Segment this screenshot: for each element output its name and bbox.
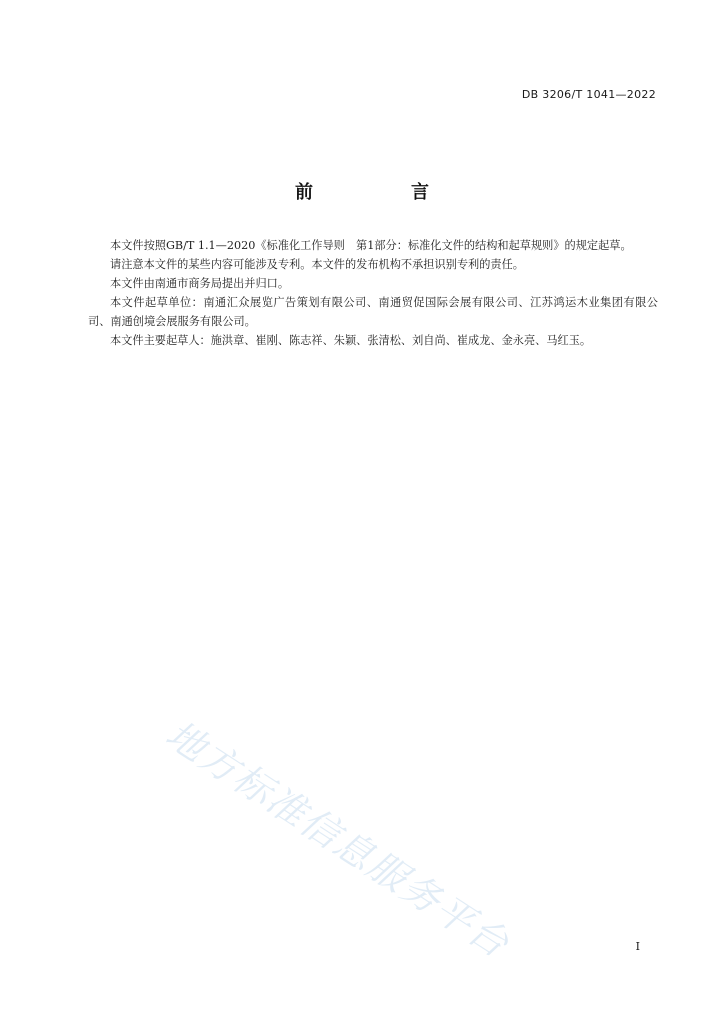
foreword-body bbox=[88, 236, 658, 350]
paragraph-drafting-units: 本文件起草单位：南通汇众展览广告策划有限公司、南通贸促国际会展有限公司、江苏鸿运木业集团有限公司、南通创境会展服务有限公司。 bbox=[88, 296, 658, 328]
watermark: 地方标准信息服务平台 bbox=[158, 711, 518, 967]
paragraph-patent-notice: 请注意本文件的某些内容可能涉及专利。本文件的发布机构不承担识别专利的责任。 bbox=[110, 258, 524, 271]
standard-code: DB 3206/T 1041—2022 bbox=[521, 88, 656, 101]
paragraph-drafters: 本文件主要起草人：施洪章、崔刚、陈志祥、朱颖、张清松、刘自尚、崔成龙、金永亮、马红玉。 bbox=[110, 334, 592, 347]
page-number: I bbox=[635, 940, 640, 953]
paragraph-drafting-basis: 本文件按照GB/T 1.1—2020《标准化工作导则 第1部分：标准化文件的结构和起草规则》的规定起草。 bbox=[110, 239, 632, 252]
page-title: 前 言 bbox=[295, 182, 469, 203]
paragraph-proposer: 本文件由南通市商务局提出并归口。 bbox=[110, 277, 290, 290]
